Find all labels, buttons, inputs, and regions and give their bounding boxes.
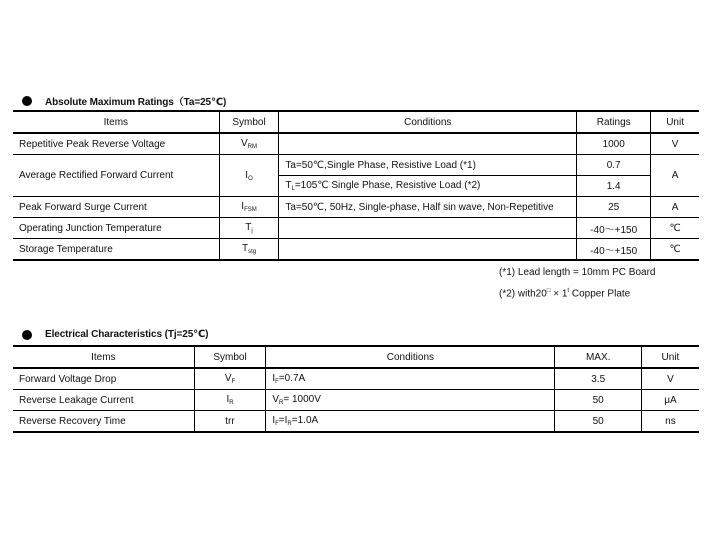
conditions-cell: [279, 218, 577, 239]
item-cell: Repetitive Peak Reverse Voltage: [13, 133, 219, 155]
table-row: [13, 368, 699, 390]
item-cell: Reverse Recovery Time: [13, 411, 194, 433]
max-cell: 3.5: [555, 368, 641, 390]
electrical-characteristics-table: [13, 345, 699, 433]
item-cell: Reverse Leakage Current: [13, 390, 194, 411]
table-row: [13, 155, 699, 176]
header-max: MAX.: [555, 346, 641, 368]
conditions-cell: $I_F=0.7A$: [266, 368, 555, 390]
max-cell: 50: [555, 411, 641, 433]
table-header-row: [13, 346, 699, 368]
symbol-cell: $I_O$: [219, 155, 279, 197]
amr-section-title: [22, 93, 226, 108]
unit-cell: ns: [641, 411, 699, 433]
symbol-cell: trr: [194, 411, 266, 433]
rating-cell: 1.4: [577, 176, 651, 197]
rating-cell: -40～+150: [577, 218, 651, 239]
item-cell: Forward Voltage Drop: [13, 368, 194, 390]
header-items: Items: [13, 346, 194, 368]
table-row: [13, 390, 699, 411]
table-row: [13, 197, 699, 218]
rating-cell: 25: [577, 197, 651, 218]
table-row: [13, 218, 699, 239]
rating-cell: -40～+150: [577, 239, 651, 261]
symbol-cell: $I_R$: [194, 390, 266, 411]
ec-title-text: Electrical Characteristics (Tj=25℃): [45, 329, 209, 340]
conditions-cell: [279, 239, 577, 261]
table-row: [13, 239, 699, 261]
unit-cell: V: [641, 368, 699, 390]
rating-cell: 1000: [577, 133, 651, 155]
symbol-cell: $I_{FSM}$: [219, 197, 279, 218]
unit-cell: μA: [641, 390, 699, 411]
conditions-cell: $V_R= 1000V$: [266, 390, 555, 411]
unit-cell: A: [651, 155, 699, 197]
item-cell: Average Rectified Forward Current: [13, 155, 219, 197]
unit-cell: A: [651, 197, 699, 218]
header-unit: Unit: [651, 111, 699, 133]
unit-cell: ℃: [651, 239, 699, 261]
amr-title-text: Absolute Maximum Ratings（Ta=25℃): [45, 97, 227, 108]
footnote-1: (*1) Lead length = 10mm PC Board: [499, 267, 656, 278]
table-header-row: [13, 111, 699, 133]
item-cell: Operating Junction Temperature: [13, 218, 219, 239]
max-cell: 50: [555, 390, 641, 411]
header-unit: Unit: [641, 346, 699, 368]
symbol-cell: $V_{RM}$: [219, 133, 279, 155]
symbol-cell: $T_j$: [219, 218, 279, 239]
absolute-maximum-ratings-table: [13, 110, 699, 261]
bullet-icon: [22, 330, 32, 340]
header-conditions: Conditions: [266, 346, 555, 368]
table-row: [13, 411, 699, 433]
conditions-cell: Ta=50℃, 50Hz, Single-phase, Half sin wave, Non-Repetitive: [279, 197, 577, 218]
conditions-cell: Ta=50℃,Single Phase, Resistive Load (*1): [279, 155, 577, 176]
unit-cell: ℃: [651, 218, 699, 239]
item-cell: Peak Forward Surge Current: [13, 197, 219, 218]
unit-cell: V: [651, 133, 699, 155]
rating-cell: 0.7: [577, 155, 651, 176]
item-cell: Storage Temperature: [13, 239, 219, 261]
header-ratings: Ratings: [577, 111, 651, 133]
header-items: Items: [13, 111, 219, 133]
ec-section-title: [22, 329, 208, 340]
header-symbol: Symbol: [194, 346, 266, 368]
header-conditions: Conditions: [279, 111, 577, 133]
conditions-cell: $T_L=105℃$ Single Phase, Resistive Load (*2): [279, 176, 577, 197]
header-symbol: Symbol: [219, 111, 279, 133]
conditions-cell: [279, 133, 577, 155]
table-row: [13, 133, 699, 155]
bullet-icon: [22, 96, 32, 106]
conditions-cell: $I_F=I_R=1.0A$: [266, 411, 555, 433]
symbol-cell: $T_{stg}$: [219, 239, 279, 261]
symbol-cell: $V_F$: [194, 368, 266, 390]
footnote-2: (*2) with20□ × $1^t$ Copper Plate: [499, 288, 631, 300]
